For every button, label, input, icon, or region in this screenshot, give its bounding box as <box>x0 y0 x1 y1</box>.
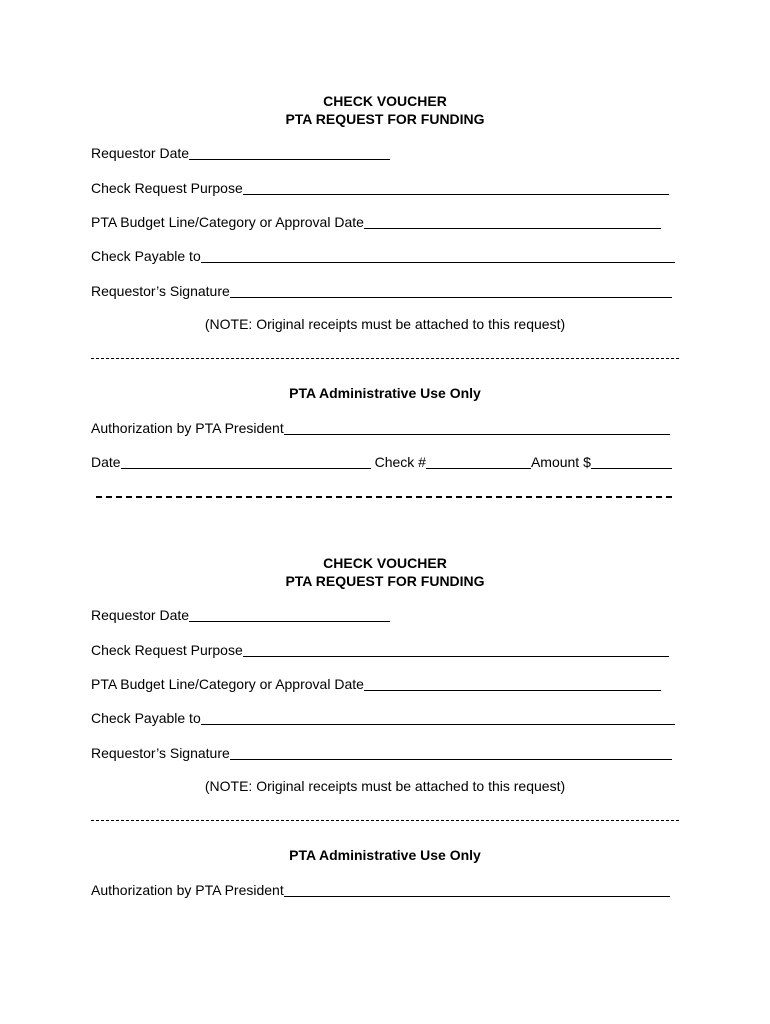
requestor-date-line[interactable] <box>189 145 390 160</box>
budget-label: PTA Budget Line/Category or Approval Date <box>91 214 364 230</box>
check-number-label: Check # <box>374 454 426 470</box>
signature-field[interactable] <box>91 743 672 761</box>
requestor-date-field[interactable] <box>91 143 390 161</box>
authorization-field[interactable] <box>91 418 670 436</box>
payable-field[interactable] <box>91 708 675 726</box>
purpose-line[interactable] <box>243 180 669 195</box>
form-subtitle: PTA REQUEST FOR FUNDING <box>285 110 485 127</box>
receipts-note: (NOTE: Original receipts must be attached to this request) <box>204 316 566 332</box>
payable-label: Check Payable to <box>91 710 201 726</box>
purpose-field[interactable] <box>91 640 669 658</box>
purpose-label: Check Request Purpose <box>91 642 243 658</box>
signature-line[interactable] <box>230 745 672 760</box>
requestor-date-line[interactable] <box>189 607 390 622</box>
form-title: CHECK VOUCHER <box>323 555 447 571</box>
payable-line[interactable] <box>201 710 675 725</box>
payable-line[interactable] <box>201 248 675 263</box>
amount-label: Amount $ <box>530 454 591 470</box>
signature-label: Requestor’s Signature <box>91 745 230 761</box>
requestor-date-label: Requestor Date <box>91 607 190 623</box>
payable-field[interactable] <box>91 246 675 264</box>
purpose-line[interactable] <box>243 642 669 657</box>
section-divider <box>91 820 679 821</box>
date-label: Date <box>91 454 121 470</box>
signature-field[interactable] <box>91 281 672 299</box>
cut-line <box>96 496 672 498</box>
budget-field[interactable] <box>91 674 661 692</box>
authorization-field[interactable] <box>91 880 670 898</box>
date-line[interactable] <box>121 454 371 469</box>
section-divider <box>91 358 679 359</box>
form-subtitle: PTA REQUEST FOR FUNDING <box>285 572 485 589</box>
requestor-date-field[interactable] <box>91 605 390 623</box>
signature-line[interactable] <box>230 283 672 298</box>
purpose-label: Check Request Purpose <box>91 180 243 196</box>
check-voucher-form-2 <box>91 555 679 898</box>
budget-field[interactable] <box>91 212 661 230</box>
date-check-amount-row <box>91 452 672 470</box>
budget-line[interactable] <box>364 214 661 229</box>
admin-section-title: PTA Administrative Use Only <box>289 385 481 401</box>
check-number-line[interactable] <box>426 454 531 469</box>
form-title: CHECK VOUCHER <box>323 93 447 109</box>
amount-line[interactable] <box>591 454 672 469</box>
receipts-note: (NOTE: Original receipts must be attached to this request) <box>204 778 566 794</box>
authorization-label: Authorization by PTA President <box>91 420 284 436</box>
check-voucher-form-1 <box>91 93 679 470</box>
admin-section-title: PTA Administrative Use Only <box>289 847 481 863</box>
signature-label: Requestor’s Signature <box>91 283 230 299</box>
budget-label: PTA Budget Line/Category or Approval Date <box>91 676 364 692</box>
authorization-line[interactable] <box>284 882 670 897</box>
authorization-label: Authorization by PTA President <box>91 882 284 898</box>
purpose-field[interactable] <box>91 178 669 196</box>
payable-label: Check Payable to <box>91 248 201 264</box>
requestor-date-label: Requestor Date <box>91 145 190 161</box>
authorization-line[interactable] <box>284 420 670 435</box>
budget-line[interactable] <box>364 676 661 691</box>
